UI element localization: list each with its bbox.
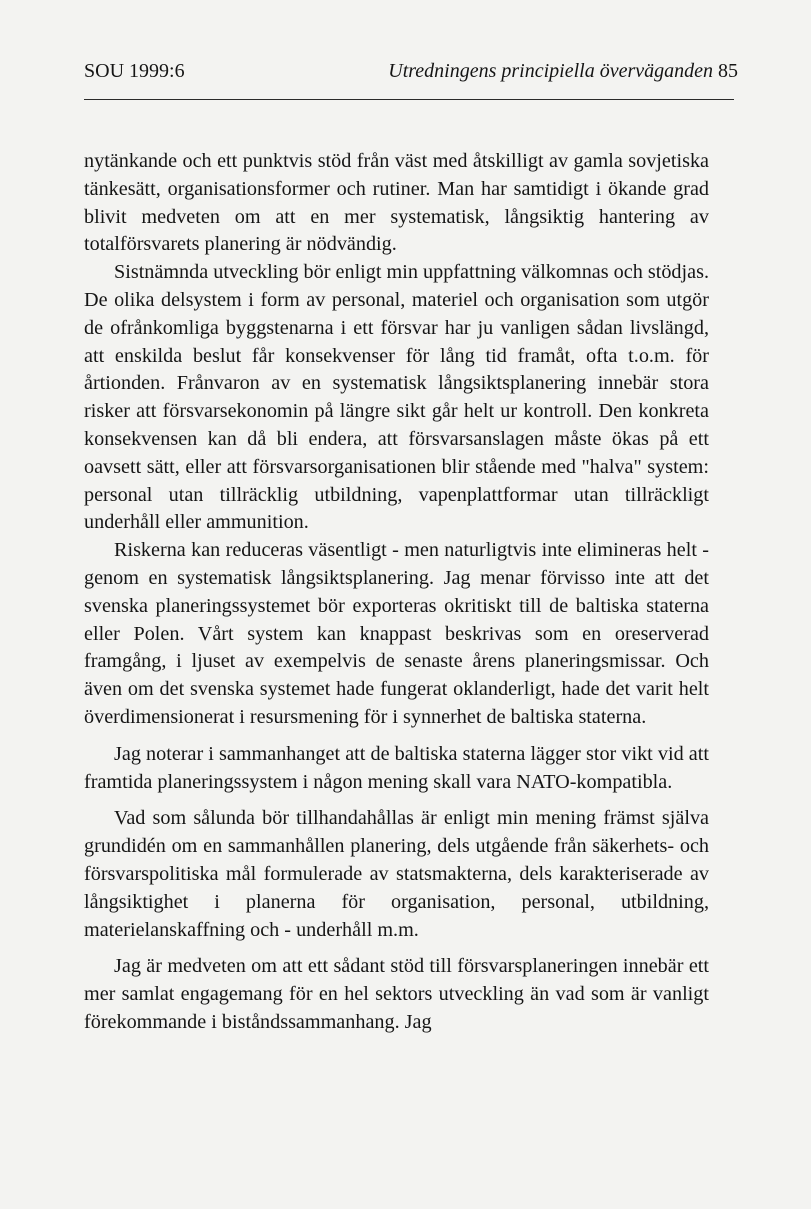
paragraph: Jag noterar i sammanhanget att de baltiska staterna lägger stor vikt vid att framtida planeringssystem i någon mening skall vara NATO-kompatibla. [84, 742, 709, 793]
paragraph: Jag är medveten om att ett sådant stöd till försvarsplaneringen innebär ett mer samlat engagemang för en hel sektors utveckling än vad som är vanligt förekommande i biståndssammanhang. Jag [84, 955, 709, 1033]
paragraph: nytänkande och ett punktvis stöd från väst med åtskilligt av gamla sovjetiska tänkesätt, organisationsformer och rutiner. Man har samtidigt i ökande grad blivit medveten om att en mer systematisk, långsiktig hantering av totalförsvarets planering är nödvändig. [84, 150, 709, 256]
page-number: 85 [718, 60, 738, 82]
running-head [388, 60, 738, 83]
paragraph: Vad som sålunda bör tillhandahållas är enligt min mening främst själva grundidén om en sammanhållen planering, dels utgående från säkerhets- och försvarspolitiska mål formulerade av statsmakterna, dels karakteriserade av långsiktighet i planerna för organisation, personal, utbildning, materielanskaffning och - underhåll m.m. [84, 807, 709, 941]
paragraph: Riskerna kan reduceras väsentligt - men naturligtvis inte elimineras helt - genom en systematisk långsiktsplanering. Jag menar förvisso inte att det svenska planeringssystemet bör exporteras okritiskt till de baltiska staterna eller Polen. Vårt system kan knappast beskrivas som en oreserverad framgång, i ljuset av exempelvis de senaste årens planeringsmissar. Och även om det svenska systemet hade fungerat oklanderligt, hade det varit helt överdimensionerat i resursmening för i synnerhet de baltiska staterna. [84, 539, 709, 728]
body-text [84, 148, 709, 1037]
chapter-title: Utredningens principiella överväganden [388, 60, 713, 82]
header-rule [84, 99, 734, 100]
report-reference: SOU 1999:6 [84, 60, 185, 82]
paragraph: Sistnämnda utveckling bör enligt min uppfattning välkomnas och stödjas. De olika delsystem i form av personal, materiel och organisation som utgör de ofrånkomliga byggstenarna i ett försvar har ju vanligen sådan livslängd, att enskilda beslut får konsekvenser för lång tid framåt, ofta t.o.m. för årtionden. Frånvaron av en systematisk långsiktsplanering innebär stora risker att försvarsekonomin på längre sikt går helt ur kontroll. Den konkreta konsekvensen kan då bli endera, att försvarsanslagen måste ökas på ett oavsett sätt, eller att försvarsorganisationen blir stående med "halva" system: personal utan tillräcklig utbildning, vapenplattformar utan tillräckligt underhåll eller ammunition. [84, 261, 709, 534]
page-header [84, 60, 738, 90]
